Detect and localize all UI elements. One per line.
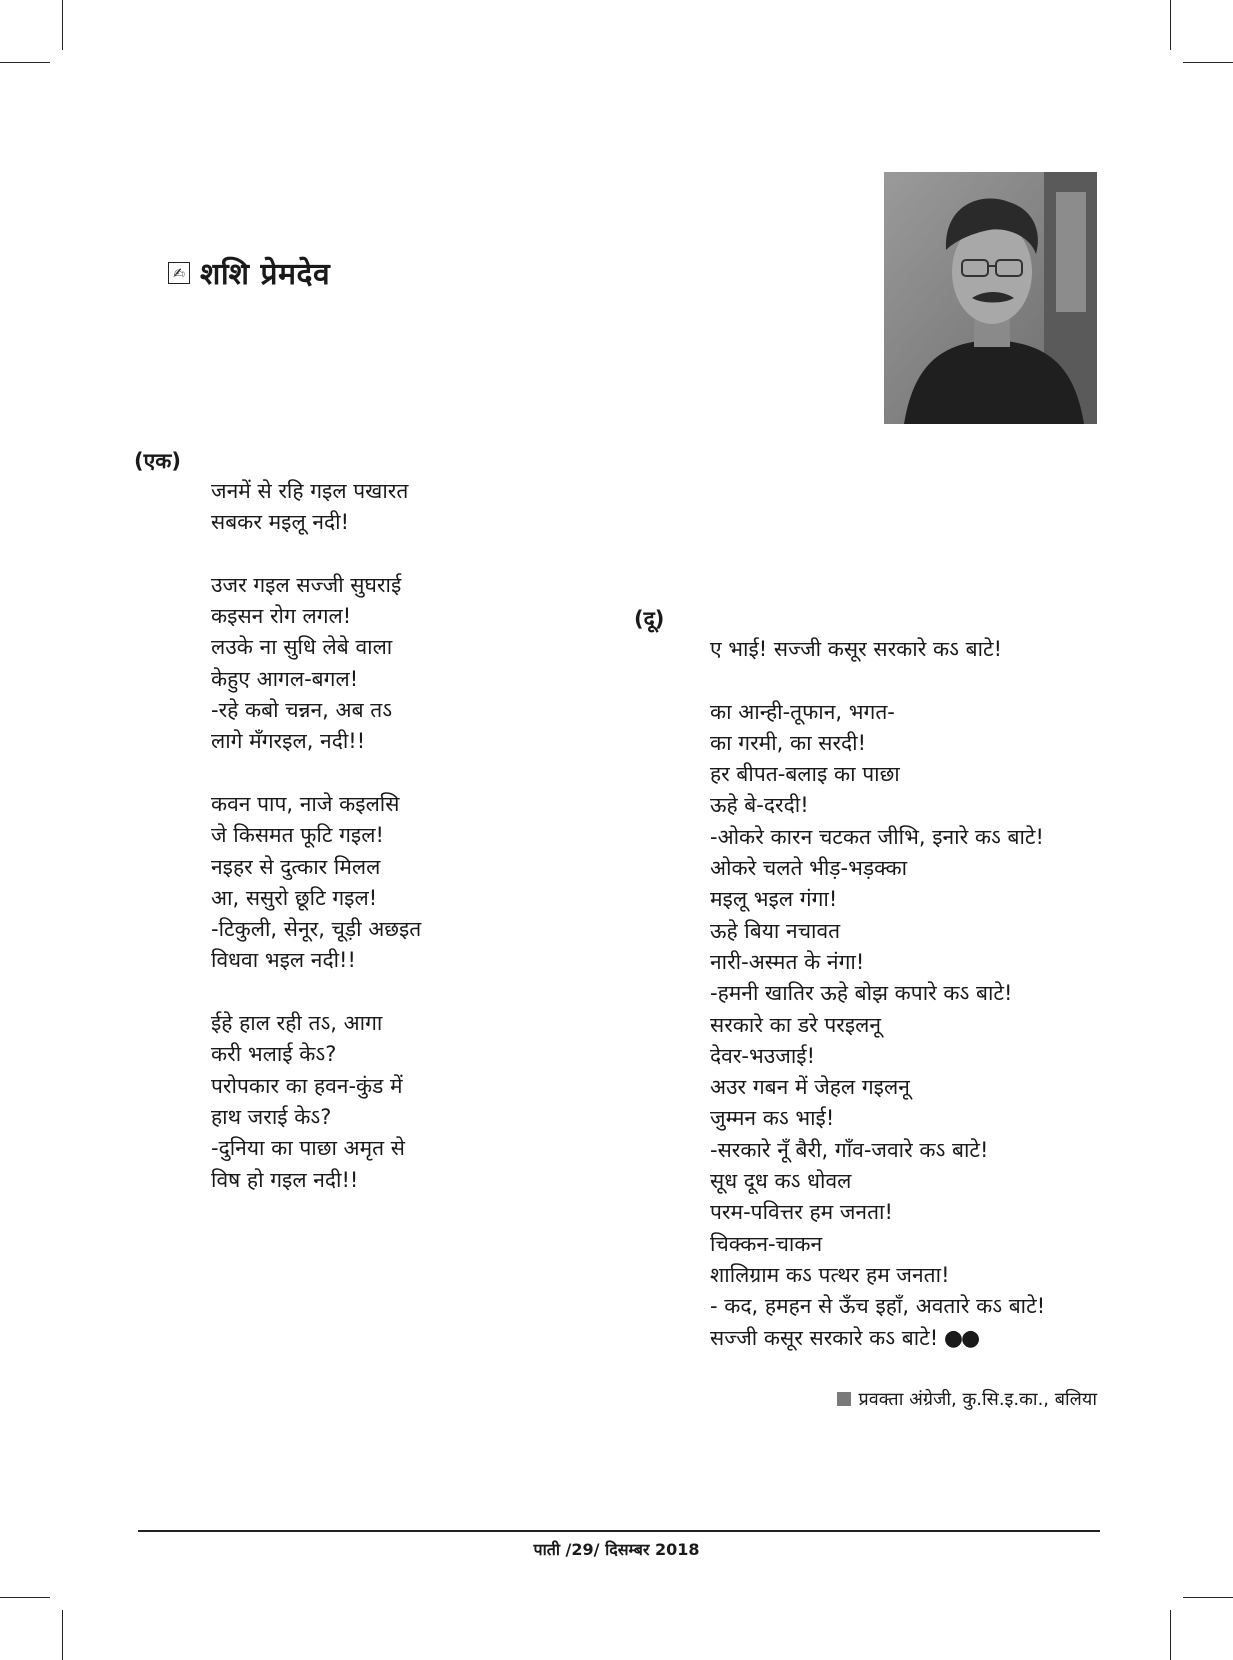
stanza-break [710, 665, 1045, 696]
poem-line: हर बीपत-बलाइ का पाछा [710, 762, 900, 787]
poem-line: जे किसमत फूटि गइल! [211, 823, 384, 848]
poem-line: देवर-भउजाई! [710, 1043, 816, 1068]
poem-one-label: (एक) [134, 449, 181, 473]
poem-one [211, 476, 421, 1196]
page-footer: पाती /29/ दिसम्बर 2018 [533, 1540, 700, 1559]
poem-line: विधवा भइल नदी!! [211, 948, 356, 973]
crop-mark [0, 1597, 50, 1598]
poem-line: -सरकारे नूँ बैरी, गाँव-जवारे कऽ बाटे! [710, 1137, 989, 1162]
footer-rule [138, 1530, 1100, 1532]
poem-line: का आन्ही-तूफान, भगत- [710, 699, 895, 724]
poem-line: -हमनी खातिर ऊहे बोझ कपारे कऽ बाटे! [710, 981, 1013, 1006]
author-note [837, 1387, 1097, 1411]
poem-line: परम-पवित्तर हम जनता! [710, 1200, 893, 1225]
poem-line: अउर गबन में जेहल गइलनू [710, 1075, 910, 1100]
crop-mark [62, 0, 63, 50]
poem-line: ऊहे बे-दरदी! [710, 793, 809, 818]
author-heading [168, 252, 330, 293]
poem-line: नारी-अस्मत के नंगा! [710, 949, 865, 974]
poem-line: सज्जी कसूर सरकारे कऽ बाटे! ●● [710, 1325, 979, 1351]
crop-mark [1170, 1610, 1171, 1660]
author-photo [884, 172, 1097, 424]
poem-line: विष हो गइल नदी!! [211, 1167, 359, 1192]
poem-line: -टिकुली, सेनूर, चूड़ी अछइत [211, 917, 422, 942]
stanza-break [211, 977, 421, 1008]
poem-line: -दुनिया का पाछा अमृत से [211, 1136, 406, 1161]
stanza-break [211, 539, 421, 570]
poem-line: ईहे हाल रही तऽ, आगा [211, 1011, 383, 1036]
poem-line: ए भाई! सज्जी कसूर सरकारे कऽ बाटे! [710, 637, 1003, 661]
poem-line: हाथ जराई केऽ? [211, 1104, 332, 1129]
poem-line: जनमें से रहि गइल पखारत [211, 479, 409, 503]
poem-line: ऊहे बिया नचावत [710, 918, 841, 943]
stanza-break [211, 758, 421, 789]
crop-mark [1183, 1597, 1233, 1598]
poem-line: शालिग्राम कऽ पत्थर हम जनता! [710, 1262, 950, 1287]
poem-line: कइसन रोग लगल! [211, 604, 352, 629]
poem-line: - कद, हमहन से ऊँच इहाँ, अवतारे कऽ बाटे! [710, 1294, 1046, 1319]
poem-two [710, 634, 1045, 1354]
poem-line: केहुए आगल-बगल! [211, 666, 359, 691]
poem-line: लउके ना सुधि लेबे वाला [211, 635, 393, 660]
poem-line: मइलू भइल गंगा! [710, 887, 838, 912]
poem-line: सबकर मइलू नदी! [211, 510, 350, 535]
poem-line: ओकरे चलते भीड़-भड़क्का [710, 856, 908, 881]
poem-line: नइहर से दुत्कार मिलल [211, 854, 381, 879]
poem-line: जुम्मन कऽ भाई! [710, 1106, 835, 1131]
poem-line: चिक्कन-चाकन [710, 1231, 823, 1256]
poem-line: का गरमी, का सरदी! [710, 730, 867, 755]
poem-line: उजर गइल सज्जी सुघराई [211, 572, 402, 597]
poem-two-label: (दू) [634, 607, 665, 631]
crop-mark [1170, 0, 1171, 50]
poem-line: सूध दूध कऽ धोवल [710, 1169, 852, 1194]
pen-icon: ✍ [168, 262, 190, 284]
end-mark: ●● [938, 1325, 979, 1351]
poem-line: कवन पाप, नाजे कइलसि [211, 791, 400, 816]
poem-line: लागे मँगरइल, नदी!! [211, 729, 366, 754]
poem-line: आ, ससुरो छूटि गइल! [211, 885, 378, 910]
poem-line: करी भलाई केऽ? [211, 1042, 337, 1067]
poem-line: -ओकरे कारन चटकत जीभि, इनारे कऽ बाटे! [710, 824, 1044, 849]
poem-line: -रहे कबो चन्नन, अब तऽ [211, 698, 393, 723]
note-square-icon [837, 1392, 851, 1406]
poem-line: सरकारे का डरे परइलनू [710, 1012, 882, 1037]
author-name: शशि प्रेमदेव [200, 257, 331, 292]
author-note-text: प्रवक्ता अंग्रेजी, कु.सि.इ.का., बलिया [858, 1389, 1097, 1410]
crop-mark [0, 62, 50, 63]
poem-line: परोपकार का हवन-कुंड में [211, 1073, 403, 1098]
crop-mark [62, 1610, 63, 1660]
crop-mark [1183, 62, 1233, 63]
